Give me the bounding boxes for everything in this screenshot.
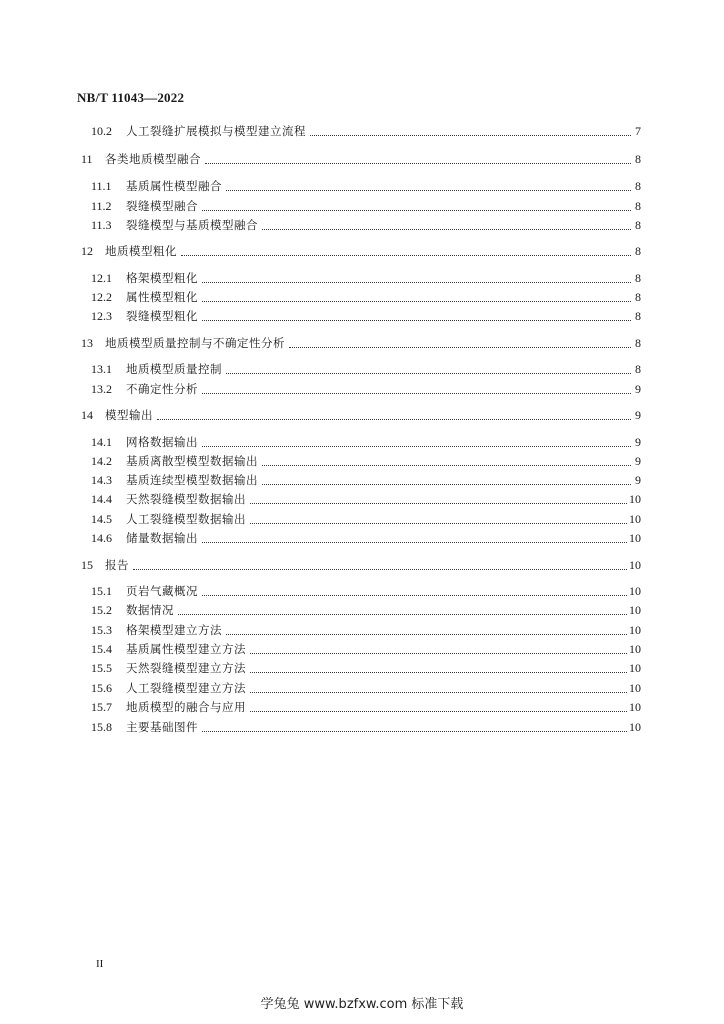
toc-entry-page: 8 xyxy=(635,151,641,166)
dot-leader xyxy=(202,320,631,321)
dot-leader xyxy=(181,255,631,256)
toc-entry-number: 15.2 xyxy=(91,602,112,617)
toc-entry-13[interactable] xyxy=(81,334,641,352)
toc-entry-number: 15.6 xyxy=(91,680,112,695)
toc-entry-number: 12 xyxy=(81,243,93,258)
toc-entry-number: 14.4 xyxy=(91,491,112,506)
dot-leader xyxy=(157,419,631,420)
toc-entry-number: 15.1 xyxy=(91,583,112,598)
toc-entry-10-2[interactable] xyxy=(91,122,641,140)
toc-entry-number: 14.3 xyxy=(91,472,112,487)
toc-entry-page: 10 xyxy=(629,530,641,545)
toc-entry-15-2[interactable] xyxy=(91,601,641,619)
toc-entry-page: 10 xyxy=(629,491,641,506)
toc-entry-number: 14.5 xyxy=(91,511,112,526)
toc-entry-12-1[interactable] xyxy=(91,269,641,287)
dot-leader xyxy=(226,373,631,374)
dot-leader xyxy=(202,301,631,302)
toc-entry-number: 15.4 xyxy=(91,641,112,656)
dot-leader xyxy=(262,229,631,230)
toc-entry-page: 8 xyxy=(635,243,641,258)
dot-leader xyxy=(262,484,631,485)
toc-entry-page: 9 xyxy=(635,434,641,449)
toc-entry-title: 地质模型质量控制 xyxy=(126,362,222,376)
toc-entry-14[interactable] xyxy=(81,406,641,424)
toc-entry-14-6[interactable] xyxy=(91,529,641,547)
dot-leader xyxy=(133,569,627,570)
toc-entry-12[interactable] xyxy=(81,242,641,260)
toc-entry-number: 14 xyxy=(81,407,93,422)
toc-entry-page: 8 xyxy=(635,361,641,376)
toc-entry-number: 15.3 xyxy=(91,622,112,637)
toc-entry-title: 裂缝模型融合 xyxy=(126,199,198,213)
toc-entry-15-6[interactable] xyxy=(91,679,641,697)
dot-leader xyxy=(250,672,627,673)
toc-entry-11-2[interactable] xyxy=(91,197,641,215)
toc-entry-number: 11.2 xyxy=(91,198,112,213)
toc-entry-15[interactable] xyxy=(81,556,641,574)
standard-code-header: NB/T 11043—2022 xyxy=(77,90,185,105)
toc-entry-11-3[interactable] xyxy=(91,216,641,234)
toc-entry-page: 10 xyxy=(629,660,641,675)
dot-leader xyxy=(250,653,627,654)
toc-entry-title: 基质连续型模型数据输出 xyxy=(126,473,258,487)
watermark-text: 学兔兔 www.bzfxw.com 标准下载 xyxy=(260,997,464,1012)
dot-leader xyxy=(250,692,627,693)
toc-entry-title: 格架模型粗化 xyxy=(126,271,198,285)
toc-entry-15-4[interactable] xyxy=(91,640,641,658)
dot-leader xyxy=(250,523,627,524)
dot-leader xyxy=(226,190,631,191)
toc-entry-title: 人工裂缝模型建立方法 xyxy=(126,681,246,695)
dot-leader xyxy=(202,731,627,732)
toc-entry-title: 地质模型质量控制与不确定性分析 xyxy=(105,336,285,350)
dot-leader xyxy=(202,282,631,283)
toc-entry-13-1[interactable] xyxy=(91,360,641,378)
toc-entry-15-3[interactable] xyxy=(91,621,641,639)
toc-entry-title: 天然裂缝模型数据输出 xyxy=(126,492,246,506)
toc-entry-page: 10 xyxy=(629,557,641,572)
toc-entry-12-2[interactable] xyxy=(91,288,641,306)
toc-entry-page: 8 xyxy=(635,178,641,193)
toc-entry-number: 13.1 xyxy=(91,361,112,376)
toc-entry-number: 15 xyxy=(81,557,93,572)
toc-entry-13-2[interactable] xyxy=(91,380,641,398)
toc-entry-15-5[interactable] xyxy=(91,659,641,677)
toc-entry-title: 基质属性模型融合 xyxy=(126,179,222,193)
toc-entry-number: 12.3 xyxy=(91,308,112,323)
toc-entry-number: 11.3 xyxy=(91,217,112,232)
dot-leader xyxy=(250,711,627,712)
toc-entry-number: 14.6 xyxy=(91,530,112,545)
toc-entry-page: 10 xyxy=(629,680,641,695)
toc-entry-title: 属性模型粗化 xyxy=(126,290,198,304)
toc-entry-number: 13 xyxy=(81,335,93,350)
toc-entry-15-1[interactable] xyxy=(91,582,641,600)
toc-entry-number: 13.2 xyxy=(91,381,112,396)
toc-entry-title: 格架模型建立方法 xyxy=(126,623,222,637)
toc-entry-page: 10 xyxy=(629,719,641,734)
dot-leader xyxy=(202,446,631,447)
toc-entry-11-1[interactable] xyxy=(91,177,641,195)
toc-entry-page: 8 xyxy=(635,335,641,350)
toc-entry-number: 15.7 xyxy=(91,699,112,714)
dot-leader xyxy=(205,163,631,164)
dot-leader xyxy=(202,595,627,596)
dot-leader xyxy=(202,393,631,394)
toc-entry-number: 12.2 xyxy=(91,289,112,304)
toc-entry-page: 8 xyxy=(635,289,641,304)
toc-entry-14-3[interactable] xyxy=(91,471,641,489)
toc-entry-title: 基质属性模型建立方法 xyxy=(126,642,246,656)
toc-entry-number: 15.8 xyxy=(91,719,112,734)
dot-leader xyxy=(250,503,627,504)
dot-leader xyxy=(202,542,627,543)
toc-entry-14-1[interactable] xyxy=(91,433,641,451)
toc-entry-page: 10 xyxy=(629,622,641,637)
toc-entry-page: 10 xyxy=(629,602,641,617)
dot-leader xyxy=(289,347,631,348)
toc-entry-page: 9 xyxy=(635,453,641,468)
toc-entry-title: 主要基础图件 xyxy=(126,720,198,734)
toc-entry-number: 10.2 xyxy=(91,123,112,138)
toc-entry-page: 8 xyxy=(635,217,641,232)
toc-entry-title: 各类地质模型融合 xyxy=(105,152,201,166)
toc-entry-15-7[interactable] xyxy=(91,698,641,716)
toc-entry-page: 7 xyxy=(635,123,641,138)
toc-entry-page: 9 xyxy=(635,407,641,422)
dot-leader xyxy=(310,135,631,136)
toc-entry-number: 15.5 xyxy=(91,660,112,675)
toc-entry-title: 页岩气藏概况 xyxy=(126,584,198,598)
toc-entry-page: 9 xyxy=(635,472,641,487)
dot-leader xyxy=(178,614,627,615)
toc-entry-title: 天然裂缝模型建立方法 xyxy=(126,661,246,675)
toc-entry-14-5[interactable] xyxy=(91,510,641,528)
toc-entry-number: 11 xyxy=(81,151,93,166)
toc-entry-number: 14.1 xyxy=(91,434,112,449)
toc-entry-page: 10 xyxy=(629,641,641,656)
toc-entry-page: 8 xyxy=(635,198,641,213)
toc-entry-title: 模型输出 xyxy=(105,408,153,422)
toc-entry-15-8[interactable] xyxy=(91,718,641,736)
toc-entry-title: 数据情况 xyxy=(126,603,174,617)
toc-entry-title: 储量数据输出 xyxy=(126,531,198,545)
toc-entry-title: 地质模型粗化 xyxy=(105,244,177,258)
toc-entry-number: 11.1 xyxy=(91,178,112,193)
toc-entry-page: 8 xyxy=(635,308,641,323)
toc-entry-page: 9 xyxy=(635,381,641,396)
toc-entry-page: 8 xyxy=(635,270,641,285)
toc-entry-number: 12.1 xyxy=(91,270,112,285)
page-number-roman: II xyxy=(96,958,104,970)
toc-entry-14-2[interactable] xyxy=(91,452,641,470)
dot-leader xyxy=(262,465,631,466)
toc-entry-11[interactable] xyxy=(81,150,641,168)
toc-entry-title: 裂缝模型粗化 xyxy=(126,309,198,323)
toc-entry-title: 裂缝模型与基质模型融合 xyxy=(126,218,258,232)
toc-entry-12-3[interactable] xyxy=(91,307,641,325)
toc-entry-title: 地质模型的融合与应用 xyxy=(126,700,246,714)
toc-entry-title: 人工裂缝模型数据输出 xyxy=(126,512,246,526)
dot-leader xyxy=(226,634,627,635)
toc-entry-title: 报告 xyxy=(105,558,129,572)
dot-leader xyxy=(202,210,631,211)
toc-entry-number: 14.2 xyxy=(91,453,112,468)
toc-entry-title: 网格数据输出 xyxy=(126,435,198,449)
toc-entry-page: 10 xyxy=(629,511,641,526)
toc-entry-page: 10 xyxy=(629,583,641,598)
toc-entry-title: 人工裂缝扩展模拟与模型建立流程 xyxy=(126,124,306,138)
toc-entry-page: 10 xyxy=(629,699,641,714)
toc-entry-title: 基质离散型模型数据输出 xyxy=(126,454,258,468)
toc-entry-14-4[interactable] xyxy=(91,490,641,508)
toc-entry-title: 不确定性分析 xyxy=(126,382,198,396)
